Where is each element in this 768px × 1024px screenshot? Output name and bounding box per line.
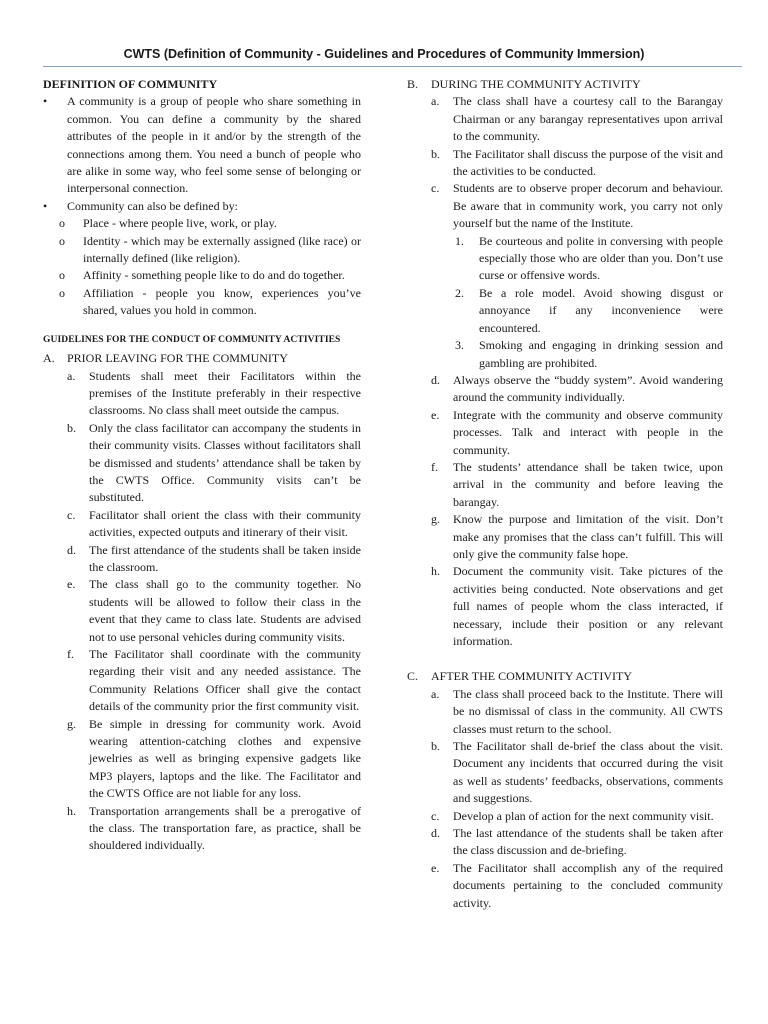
list-item: [67, 507, 361, 542]
item-text: Always observe the “buddy system”. Avoid wandering around the community individually.: [453, 372, 723, 405]
item-marker: e.: [67, 577, 76, 592]
bullet-text: Community can also be defined by:: [67, 198, 238, 213]
item-text: Students are to observe proper decorum and behaviour. Be aware that in community work, you carry not only yourself but the name of the Institute.: [453, 181, 723, 231]
sub-bullet-text: Affiliation - people you know, experiences you’ve shared, values you hold in common.: [83, 285, 361, 318]
item-text: Be simple in dressing for community work. Avoid wearing attention-catching clothes and expensive jewelries as well as bringing expensive gadgets like MP3 players, laptops and the like. The Facilitator and the CWTS Office are not liable for any loss.: [89, 716, 361, 801]
item-text: Transportation arrangements shall be a prerogative of the class. The transportation fare, as practice, shall be shouldered individually.: [89, 803, 361, 853]
definition-heading: DEFINITION OF COMMUNITY: [43, 77, 218, 91]
list-item: [431, 825, 723, 860]
item-marker: 3.: [455, 338, 464, 353]
section-c-heading: [407, 668, 723, 685]
list-item: [431, 511, 723, 563]
list-item: [67, 803, 361, 855]
bullet-icon: •: [43, 94, 48, 109]
section-marker: B.: [407, 77, 419, 91]
list-item: [67, 576, 361, 646]
item-text: Develop a plan of action for the next community visit.: [453, 808, 714, 823]
sub-bullet-item: [43, 215, 361, 232]
list-item: [431, 407, 723, 459]
bullet-item: [43, 198, 361, 215]
item-marker: e.: [431, 407, 440, 422]
item-text: Smoking and engaging in drinking session and gambling are prohibited.: [479, 338, 723, 370]
list-item: [431, 738, 723, 808]
numbered-item: [455, 233, 723, 285]
numbered-item: [455, 337, 723, 372]
item-text: The class shall have a courtesy call to the Barangay Chairman or any barangay representatives upon arrival to the community.: [453, 94, 723, 144]
item-text: Know the purpose and limitation of the visit. Don’t make any promises that the class can’t fulfill. This will only give the community false hope.: [453, 512, 723, 561]
item-text: The last attendance of the students shall be taken after the class discussion and de-briefing.: [453, 826, 723, 858]
list-item: [431, 860, 723, 912]
numbered-sublist: [431, 233, 723, 372]
item-text: Only the class facilitator can accompany the students in their community visits. Classes without facilitators shall be dismissed and students’ attendance shall be taken by the CWTS Office. Community visits can’t be substituted.: [89, 420, 361, 505]
item-text: The Facilitator shall de-brief the class about the visit. Document any incidents that occurred during the visit as well as students’ feedbacks, observations, comments and suggestions.: [453, 739, 723, 806]
list-item: [431, 686, 723, 738]
list-item: [431, 180, 723, 232]
item-marker: 1.: [455, 233, 464, 248]
item-marker: d.: [431, 372, 440, 387]
section-title: AFTER THE COMMUNITY ACTIVITY: [431, 669, 632, 684]
list-item: [67, 646, 361, 716]
section-b-heading: [407, 76, 723, 93]
section-marker: A.: [43, 351, 55, 366]
item-marker: a.: [431, 94, 440, 109]
list-item: [431, 93, 723, 145]
section-a-heading: [43, 350, 361, 367]
list-item: [67, 420, 361, 507]
right-column: [407, 76, 723, 912]
bullet-icon: •: [43, 198, 48, 213]
section-c-list: [407, 686, 723, 912]
sub-bullet-item: [43, 267, 361, 284]
item-text: Integrate with the community and observe community processes. Talk and interact with people in the community.: [453, 407, 723, 457]
bullet-item: [43, 93, 361, 197]
section-b-list: [407, 93, 723, 650]
sub-bullet-text: Place - where people live, work, or play.: [83, 216, 277, 231]
item-marker: b.: [431, 146, 440, 161]
item-marker: d.: [431, 826, 440, 841]
item-text: Students shall meet their Facilitators within the premises of the Institute preferably in their respective classrooms. No class shall meet outside the campus.: [89, 368, 361, 418]
item-marker: d.: [67, 542, 76, 557]
item-marker: e.: [431, 860, 440, 875]
item-marker: f.: [431, 459, 438, 474]
item-text: Facilitator shall orient the class with their community activities, expected outputs and itinerary of their visit.: [89, 507, 361, 540]
sub-bullet-text: Affinity - something people like to do and do together.: [83, 268, 345, 283]
spacer: [407, 650, 723, 668]
bullet-text: A community is a group of people who share something in common. You can define a community by the shared attributes of the people in it and/or by the strength of the connections among them. You need a bunch of people who are alike in some way, who feel some sense of belonging or interpersonal connection.: [67, 94, 361, 196]
guidelines-heading: GUIDELINES FOR THE CONDUCT OF COMMUNITY ACTIVITIES: [43, 334, 341, 345]
list-item: [67, 716, 361, 803]
list-item: [431, 372, 723, 407]
circle-bullet-icon: o: [59, 268, 65, 283]
item-marker: 2.: [455, 285, 464, 300]
list-item: [431, 808, 723, 825]
sub-bullet-item: [43, 285, 361, 320]
item-marker: h.: [431, 564, 440, 579]
section-marker: C.: [407, 669, 419, 684]
item-marker: g.: [431, 512, 440, 527]
item-marker: b.: [431, 739, 440, 754]
item-text: Document the community visit. Take pictures of the activities being conducted. Note observations and get full names of people whom the class interacted, if necessary, include their position or any relevant information.: [453, 564, 723, 648]
item-marker: c.: [431, 181, 440, 196]
section-title: PRIOR LEAVING FOR THE COMMUNITY: [67, 351, 288, 366]
item-text: The first attendance of the students shall be taken inside the classroom.: [89, 542, 361, 574]
item-marker: a.: [431, 686, 440, 701]
list-item: [67, 368, 361, 420]
section-a-list: [43, 368, 361, 855]
circle-bullet-icon: o: [59, 285, 65, 300]
title-divider: [43, 66, 742, 67]
item-text: The Facilitator shall discuss the purpose of the visit and the activities to be conducted.: [453, 146, 723, 179]
item-text: The class shall go to the community together. No students will be allowed to follow their class in the event that they came to class late. Students are advised not to use personal vehicles during community visits.: [89, 577, 361, 644]
item-marker: g.: [67, 716, 76, 731]
item-marker: b.: [67, 420, 76, 435]
document-title: CWTS (Definition of Community - Guidelines and Procedures of Community Immersion): [123, 47, 645, 61]
item-text: The class shall proceed back to the Institute. There will be no dismissal of class in the community. All CWTS classes must return to the school.: [453, 686, 723, 736]
circle-bullet-icon: o: [59, 216, 65, 231]
circle-bullet-icon: o: [59, 233, 65, 248]
sub-bullet-text: Identity - which may be externally assigned (like race) or internally defined (like religion).: [83, 233, 361, 266]
item-marker: a.: [67, 368, 76, 383]
left-column: [43, 76, 361, 855]
list-item: [431, 563, 723, 650]
item-text: The students’ attendance shall be taken twice, upon arrival in the community and before leaving the barangay.: [453, 459, 723, 509]
list-item: [431, 146, 723, 181]
list-item: [431, 459, 723, 511]
item-marker: h.: [67, 803, 76, 818]
item-text: The Facilitator shall coordinate with the community regarding their visit and any needed assistance. The Community Relations Officer shall give the contact details of the community prior the first community visit.: [89, 647, 361, 714]
sub-bullet-item: [43, 233, 361, 268]
item-text: Be courteous and polite in conversing with people especially those who are older than you. Don’t use curse or offensive words.: [479, 233, 723, 283]
item-text: The Facilitator shall accomplish any of the required documents pertaining to the concluded community activity.: [453, 860, 723, 910]
numbered-item: [455, 285, 723, 337]
section-title: DURING THE COMMUNITY ACTIVITY: [431, 77, 641, 91]
list-item: [67, 542, 361, 577]
item-marker: c.: [67, 507, 76, 522]
item-marker: f.: [67, 647, 74, 661]
item-marker: c.: [431, 808, 440, 823]
item-text: Be a role model. Avoid showing disgust or annoyance if any inconvenience were encountered.: [479, 285, 723, 335]
